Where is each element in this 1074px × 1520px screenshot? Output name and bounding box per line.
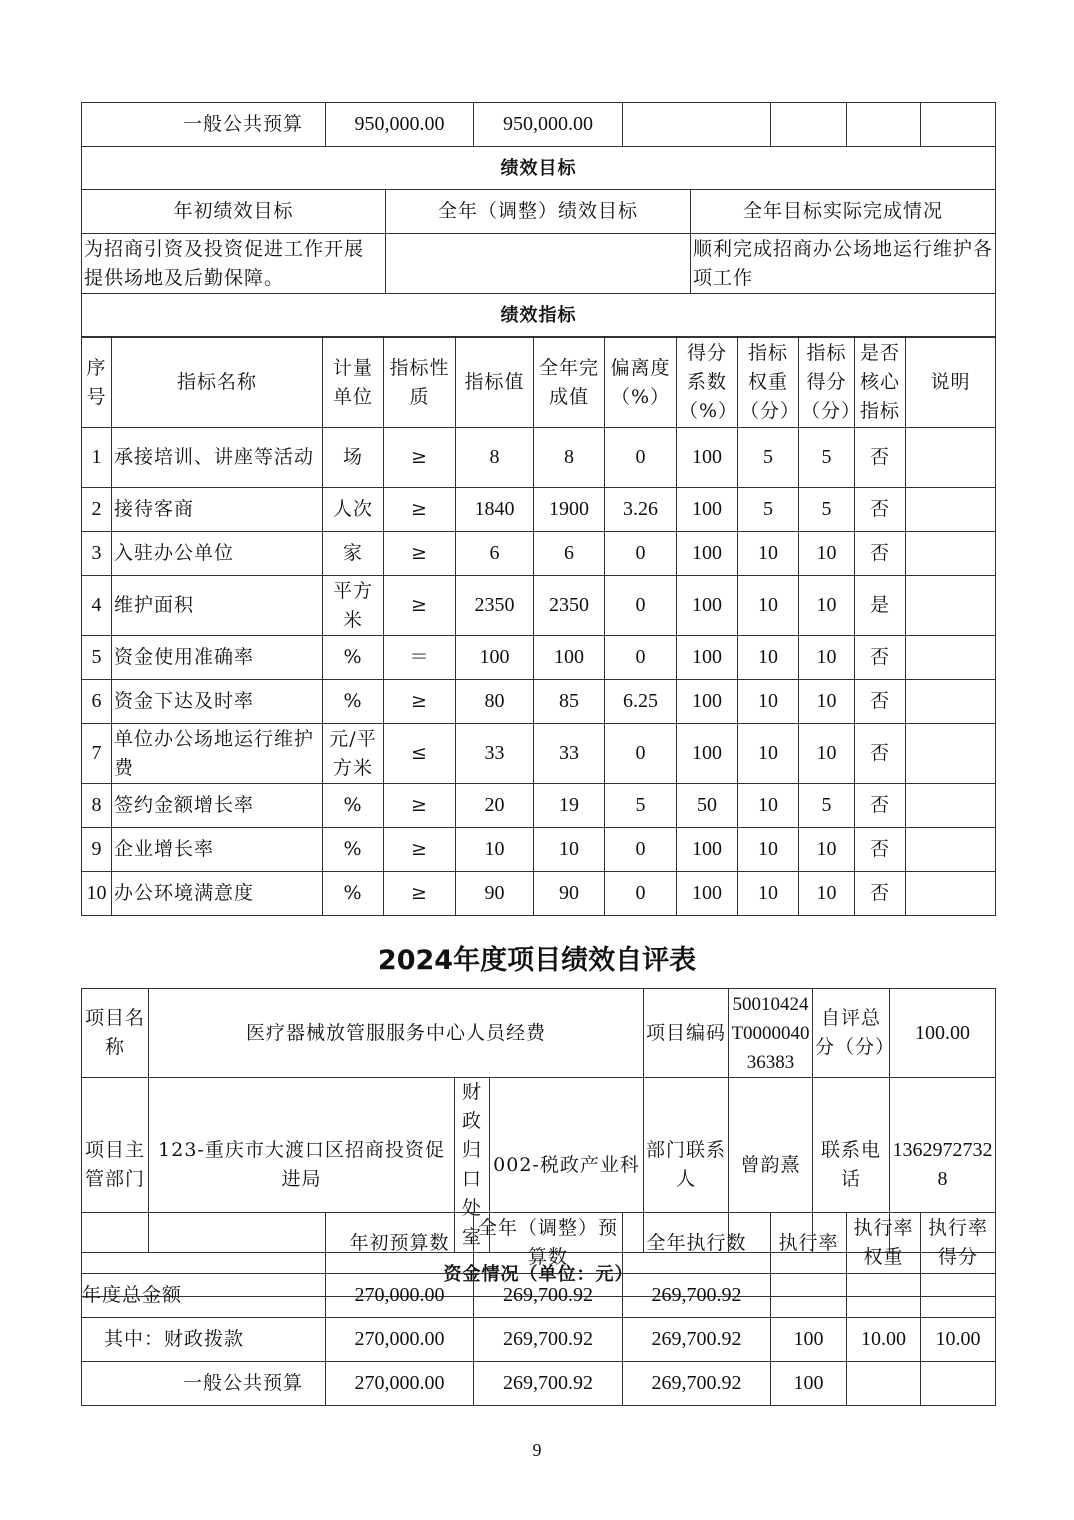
project-name: 医疗器械放管服服务中心人员经费	[149, 989, 644, 1078]
office-value: 002-税政产业科	[490, 1078, 644, 1253]
indicator-score: 5	[799, 488, 855, 532]
indicator-score: 10	[799, 532, 855, 576]
indicator-actual: 6	[534, 532, 605, 576]
indicator-deviation: 5	[605, 784, 677, 828]
indicator-weight: 10	[738, 636, 799, 680]
indicator-deviation: 0	[605, 532, 677, 576]
indicator-weight: 10	[738, 576, 799, 636]
indicator-actual: 90	[534, 872, 605, 916]
funds-col-rate: 执行率	[771, 1213, 847, 1274]
budget-executed	[623, 103, 771, 147]
col-no: 序号	[82, 338, 112, 428]
indicator-no: 2	[82, 488, 112, 532]
goals-table	[81, 146, 996, 337]
budget-goals-table	[81, 102, 996, 147]
indicator-unit: 平方米	[323, 576, 384, 636]
funds-col-blank	[82, 1213, 326, 1274]
indicator-score: 10	[799, 872, 855, 916]
budget-weight	[847, 103, 921, 147]
funds-initial: 270,000.00	[326, 1318, 474, 1362]
indicator-nature: ≤	[384, 724, 456, 784]
indicator-score: 5	[799, 784, 855, 828]
indicator-target: 90	[456, 872, 534, 916]
indicator-unit: %	[323, 680, 384, 724]
indicator-weight: 5	[738, 488, 799, 532]
indicator-core: 否	[855, 488, 906, 532]
indicator-coef: 100	[677, 828, 738, 872]
funds-table	[81, 1212, 996, 1406]
indicator-coef: 100	[677, 488, 738, 532]
col-unit: 计量单位	[323, 338, 384, 428]
indicator-coef: 100	[677, 872, 738, 916]
indicator-unit: %	[323, 828, 384, 872]
indicator-score: 10	[799, 724, 855, 784]
indicators-header: 绩效指标	[82, 294, 996, 337]
indicator-no: 6	[82, 680, 112, 724]
indicator-row	[82, 828, 996, 872]
funds-weight: 10.00	[847, 1318, 921, 1362]
funds-row	[82, 1318, 996, 1362]
indicator-deviation: 0	[605, 872, 677, 916]
indicator-deviation: 0	[605, 828, 677, 872]
indicator-name: 单位办公场地运行维护费	[112, 724, 323, 784]
funds-label: 一般公共预算	[82, 1362, 326, 1406]
indicator-header-row	[82, 338, 996, 428]
funds-executed: 269,700.92	[623, 1318, 771, 1362]
funds-rate: 100	[771, 1362, 847, 1406]
indicator-no: 9	[82, 828, 112, 872]
indicator-target: 80	[456, 680, 534, 724]
indicator-deviation: 6.25	[605, 680, 677, 724]
indicator-name: 资金使用准确率	[112, 636, 323, 680]
indicator-no: 1	[82, 428, 112, 488]
funds-weight	[847, 1362, 921, 1406]
indicator-core: 否	[855, 680, 906, 724]
indicator-note	[906, 428, 996, 488]
col-target: 指标值	[456, 338, 534, 428]
budget-initial: 950,000.00	[326, 103, 474, 147]
indicator-unit: %	[323, 784, 384, 828]
funds-rate: 100	[771, 1318, 847, 1362]
indicator-deviation: 0	[605, 636, 677, 680]
indicator-coef: 100	[677, 724, 738, 784]
indicator-row	[82, 488, 996, 532]
indicator-note	[906, 828, 996, 872]
indicator-note	[906, 532, 996, 576]
funds-label: 年度总金额	[82, 1274, 326, 1318]
funds-initial: 270,000.00	[326, 1362, 474, 1406]
indicator-nature: ≥	[384, 784, 456, 828]
indicator-nature: ≥	[384, 428, 456, 488]
indicator-row	[82, 872, 996, 916]
indicator-no: 10	[82, 872, 112, 916]
contact-label: 部门联系人	[644, 1078, 729, 1253]
indicator-nature: ≥	[384, 532, 456, 576]
indicator-actual: 10	[534, 828, 605, 872]
indicator-core: 否	[855, 724, 906, 784]
indicator-row	[82, 680, 996, 724]
funds-header-row	[82, 1213, 996, 1274]
indicator-coef: 100	[677, 428, 738, 488]
indicator-note	[906, 636, 996, 680]
indicator-row	[82, 428, 996, 488]
indicator-target: 33	[456, 724, 534, 784]
funds-row	[82, 1274, 996, 1318]
indicator-coef: 100	[677, 532, 738, 576]
indicator-target: 100	[456, 636, 534, 680]
indicator-row	[82, 784, 996, 828]
col-coef: 得分系数（%）	[677, 338, 738, 428]
indicator-row	[82, 724, 996, 784]
col-name: 指标名称	[112, 338, 323, 428]
indicator-weight: 10	[738, 724, 799, 784]
form-title: 2024年度项目绩效自评表	[377, 945, 697, 976]
goal-initial-value: 为招商引资及投资促进工作开展提供场地及后勤保障。	[82, 234, 386, 294]
indicator-target: 10	[456, 828, 534, 872]
indicator-core: 是	[855, 576, 906, 636]
funds-score	[921, 1362, 996, 1406]
indicator-actual: 85	[534, 680, 605, 724]
indicator-weight: 5	[738, 428, 799, 488]
goal-col-initial: 年初绩效目标	[82, 190, 386, 234]
funds-label: 其中：财政拨款	[82, 1318, 326, 1362]
indicator-score: 10	[799, 636, 855, 680]
funds-adjusted: 269,700.92	[474, 1362, 623, 1406]
indicator-deviation: 3.26	[605, 488, 677, 532]
col-nature: 指标性质	[384, 338, 456, 428]
indicator-unit: 元/平方米	[323, 724, 384, 784]
phone-value: 13629727328	[890, 1078, 996, 1253]
indicator-note	[906, 576, 996, 636]
indicator-note	[906, 488, 996, 532]
indicator-weight: 10	[738, 872, 799, 916]
indicator-name: 维护面积	[112, 576, 323, 636]
indicator-target: 8	[456, 428, 534, 488]
indicator-weight: 10	[738, 532, 799, 576]
col-actual: 全年完成值	[534, 338, 605, 428]
funds-row	[82, 1362, 996, 1406]
indicator-core: 否	[855, 428, 906, 488]
indicator-name: 办公环境满意度	[112, 872, 323, 916]
funds-header: 资金情况（单位：元）	[82, 1253, 996, 1297]
project-code: 50010424T000004036383	[729, 989, 813, 1078]
budget-adjusted: 950,000.00	[474, 103, 623, 147]
goals-header: 绩效目标	[82, 147, 996, 190]
project-code-label: 项目编码	[644, 989, 729, 1078]
indicator-nature: ＝	[384, 636, 456, 680]
indicator-weight: 10	[738, 828, 799, 872]
indicator-nature: ≥	[384, 828, 456, 872]
col-core: 是否核心指标	[855, 338, 906, 428]
indicator-name: 资金下达及时率	[112, 680, 323, 724]
indicator-nature: ≥	[384, 872, 456, 916]
goal-col-actual: 全年目标实际完成情况	[691, 190, 996, 234]
indicator-name: 接待客商	[112, 488, 323, 532]
project-name-label: 项目名称	[82, 989, 149, 1078]
indicator-coef: 100	[677, 680, 738, 724]
budget-row-label: 一般公共预算	[82, 103, 326, 147]
indicator-unit: 场	[323, 428, 384, 488]
goal-col-adjusted: 全年（调整）绩效目标	[386, 190, 691, 234]
funds-adjusted: 269,700.92	[474, 1318, 623, 1362]
indicator-note	[906, 784, 996, 828]
indicator-deviation: 0	[605, 428, 677, 488]
indicator-coef: 50	[677, 784, 738, 828]
contact-value: 曾韵熹	[729, 1078, 813, 1253]
funds-col-weight: 执行率权重	[847, 1213, 921, 1274]
office-label: 财政归口处室	[455, 1078, 490, 1253]
indicator-no: 4	[82, 576, 112, 636]
funds-col-score: 执行率得分	[921, 1213, 996, 1274]
indicator-name: 入驻办公单位	[112, 532, 323, 576]
indicator-deviation: 0	[605, 724, 677, 784]
indicator-unit: 人次	[323, 488, 384, 532]
indicator-row	[82, 636, 996, 680]
dept-value: 123-重庆市大渡口区招商投资促进局	[149, 1078, 455, 1253]
indicator-actual: 100	[534, 636, 605, 680]
indicator-note	[906, 724, 996, 784]
col-note: 说明	[906, 338, 996, 428]
indicator-coef: 100	[677, 636, 738, 680]
indicator-no: 7	[82, 724, 112, 784]
indicator-target: 1840	[456, 488, 534, 532]
indicator-row	[82, 532, 996, 576]
indicator-unit: %	[323, 872, 384, 916]
page-number: 9	[532, 1440, 542, 1460]
indicator-no: 8	[82, 784, 112, 828]
indicator-name: 签约金额增长率	[112, 784, 323, 828]
col-weight: 指标权重（分）	[738, 338, 799, 428]
indicator-core: 否	[855, 532, 906, 576]
budget-rate	[771, 103, 847, 147]
indicator-target: 2350	[456, 576, 534, 636]
indicator-core: 否	[855, 872, 906, 916]
indicator-deviation: 0	[605, 576, 677, 636]
indicator-weight: 10	[738, 784, 799, 828]
funds-score	[921, 1274, 996, 1318]
indicator-nature: ≥	[384, 488, 456, 532]
self-score-label: 自评总分（分）	[813, 989, 890, 1078]
funds-adjusted: 269,700.92	[474, 1274, 623, 1318]
phone-label: 联系电话	[813, 1078, 890, 1253]
goal-adjusted-value	[386, 234, 691, 294]
funds-col-executed: 全年执行数	[623, 1213, 771, 1274]
funds-executed: 269,700.92	[623, 1362, 771, 1406]
col-deviation: 偏离度（%）	[605, 338, 677, 428]
indicator-name: 承接培训、讲座等活动	[112, 428, 323, 488]
indicator-score: 10	[799, 828, 855, 872]
indicator-note	[906, 680, 996, 724]
indicator-target: 20	[456, 784, 534, 828]
funds-col-initial: 年初预算数	[326, 1213, 474, 1274]
indicator-name: 企业增长率	[112, 828, 323, 872]
indicator-nature: ≥	[384, 680, 456, 724]
indicator-actual: 33	[534, 724, 605, 784]
funds-weight	[847, 1274, 921, 1318]
indicator-no: 3	[82, 532, 112, 576]
indicators-table	[81, 337, 996, 916]
indicator-actual: 1900	[534, 488, 605, 532]
indicator-actual: 2350	[534, 576, 605, 636]
indicator-core: 否	[855, 636, 906, 680]
indicator-score: 10	[799, 576, 855, 636]
indicator-no: 5	[82, 636, 112, 680]
indicator-actual: 8	[534, 428, 605, 488]
funds-executed: 269,700.92	[623, 1274, 771, 1318]
indicator-coef: 100	[677, 576, 738, 636]
indicator-score: 5	[799, 428, 855, 488]
indicator-unit: 家	[323, 532, 384, 576]
general-budget-row	[82, 103, 996, 147]
dept-label: 项目主管部门	[82, 1078, 149, 1253]
funds-rate	[771, 1274, 847, 1318]
indicator-note	[906, 872, 996, 916]
funds-initial: 270,000.00	[326, 1274, 474, 1318]
indicator-row	[82, 576, 996, 636]
col-score: 指标得分（分）	[799, 338, 855, 428]
funds-col-adjusted: 全年（调整）预算数	[474, 1213, 623, 1274]
indicator-target: 6	[456, 532, 534, 576]
indicator-core: 否	[855, 828, 906, 872]
indicator-core: 否	[855, 784, 906, 828]
indicator-unit: %	[323, 636, 384, 680]
indicator-nature: ≥	[384, 576, 456, 636]
self-score: 100.00	[890, 989, 996, 1078]
indicator-actual: 19	[534, 784, 605, 828]
funds-score: 10.00	[921, 1318, 996, 1362]
indicator-weight: 10	[738, 680, 799, 724]
budget-score	[921, 103, 996, 147]
indicator-score: 10	[799, 680, 855, 724]
goal-actual-value: 顺利完成招商办公场地运行维护各项工作	[691, 234, 996, 294]
